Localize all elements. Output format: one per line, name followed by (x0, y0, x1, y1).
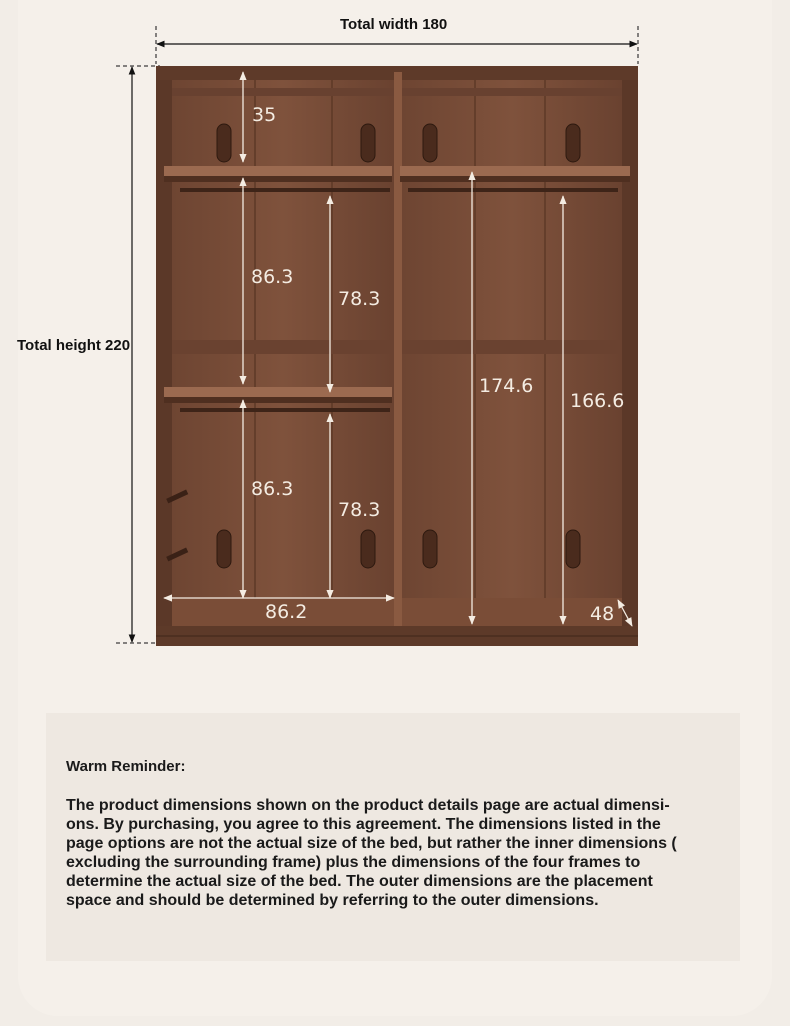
right-rail-label: 166.6 (570, 390, 625, 412)
wardrobe-body (156, 66, 638, 646)
left-upper-height-label: 86.3 (251, 266, 294, 288)
top-shelf-height-label: 35 (252, 104, 277, 126)
right-height-label: 174.6 (479, 375, 534, 397)
left-lower-rail-label: 78.3 (338, 499, 381, 521)
reminder-title: Warm Reminder: (66, 758, 186, 775)
reminder-body: The product dimensions shown on the product details page are actual dimensi-ons. By purchasing, you agree to this agreement. The dimensions listed in the page options are not the actual size of the bed, but rather the inner dimensions ( excluding the surrounding frame) plus the dimensions of the four frames to determine the actual size of the bed. The outer dimensions are the placement space and should be determined by referring to the outer dimensions. (66, 797, 677, 909)
inner-width-label: 86.2 (265, 601, 308, 623)
total-width-label: Total width 180 (340, 16, 448, 33)
total-height-label: Total height 220 (17, 337, 131, 354)
left-lower-height-label: 86.3 (251, 478, 294, 500)
depth-label: 48 (590, 603, 615, 625)
warm-reminder-panel (46, 713, 740, 961)
left-upper-rail-label: 78.3 (338, 288, 381, 310)
